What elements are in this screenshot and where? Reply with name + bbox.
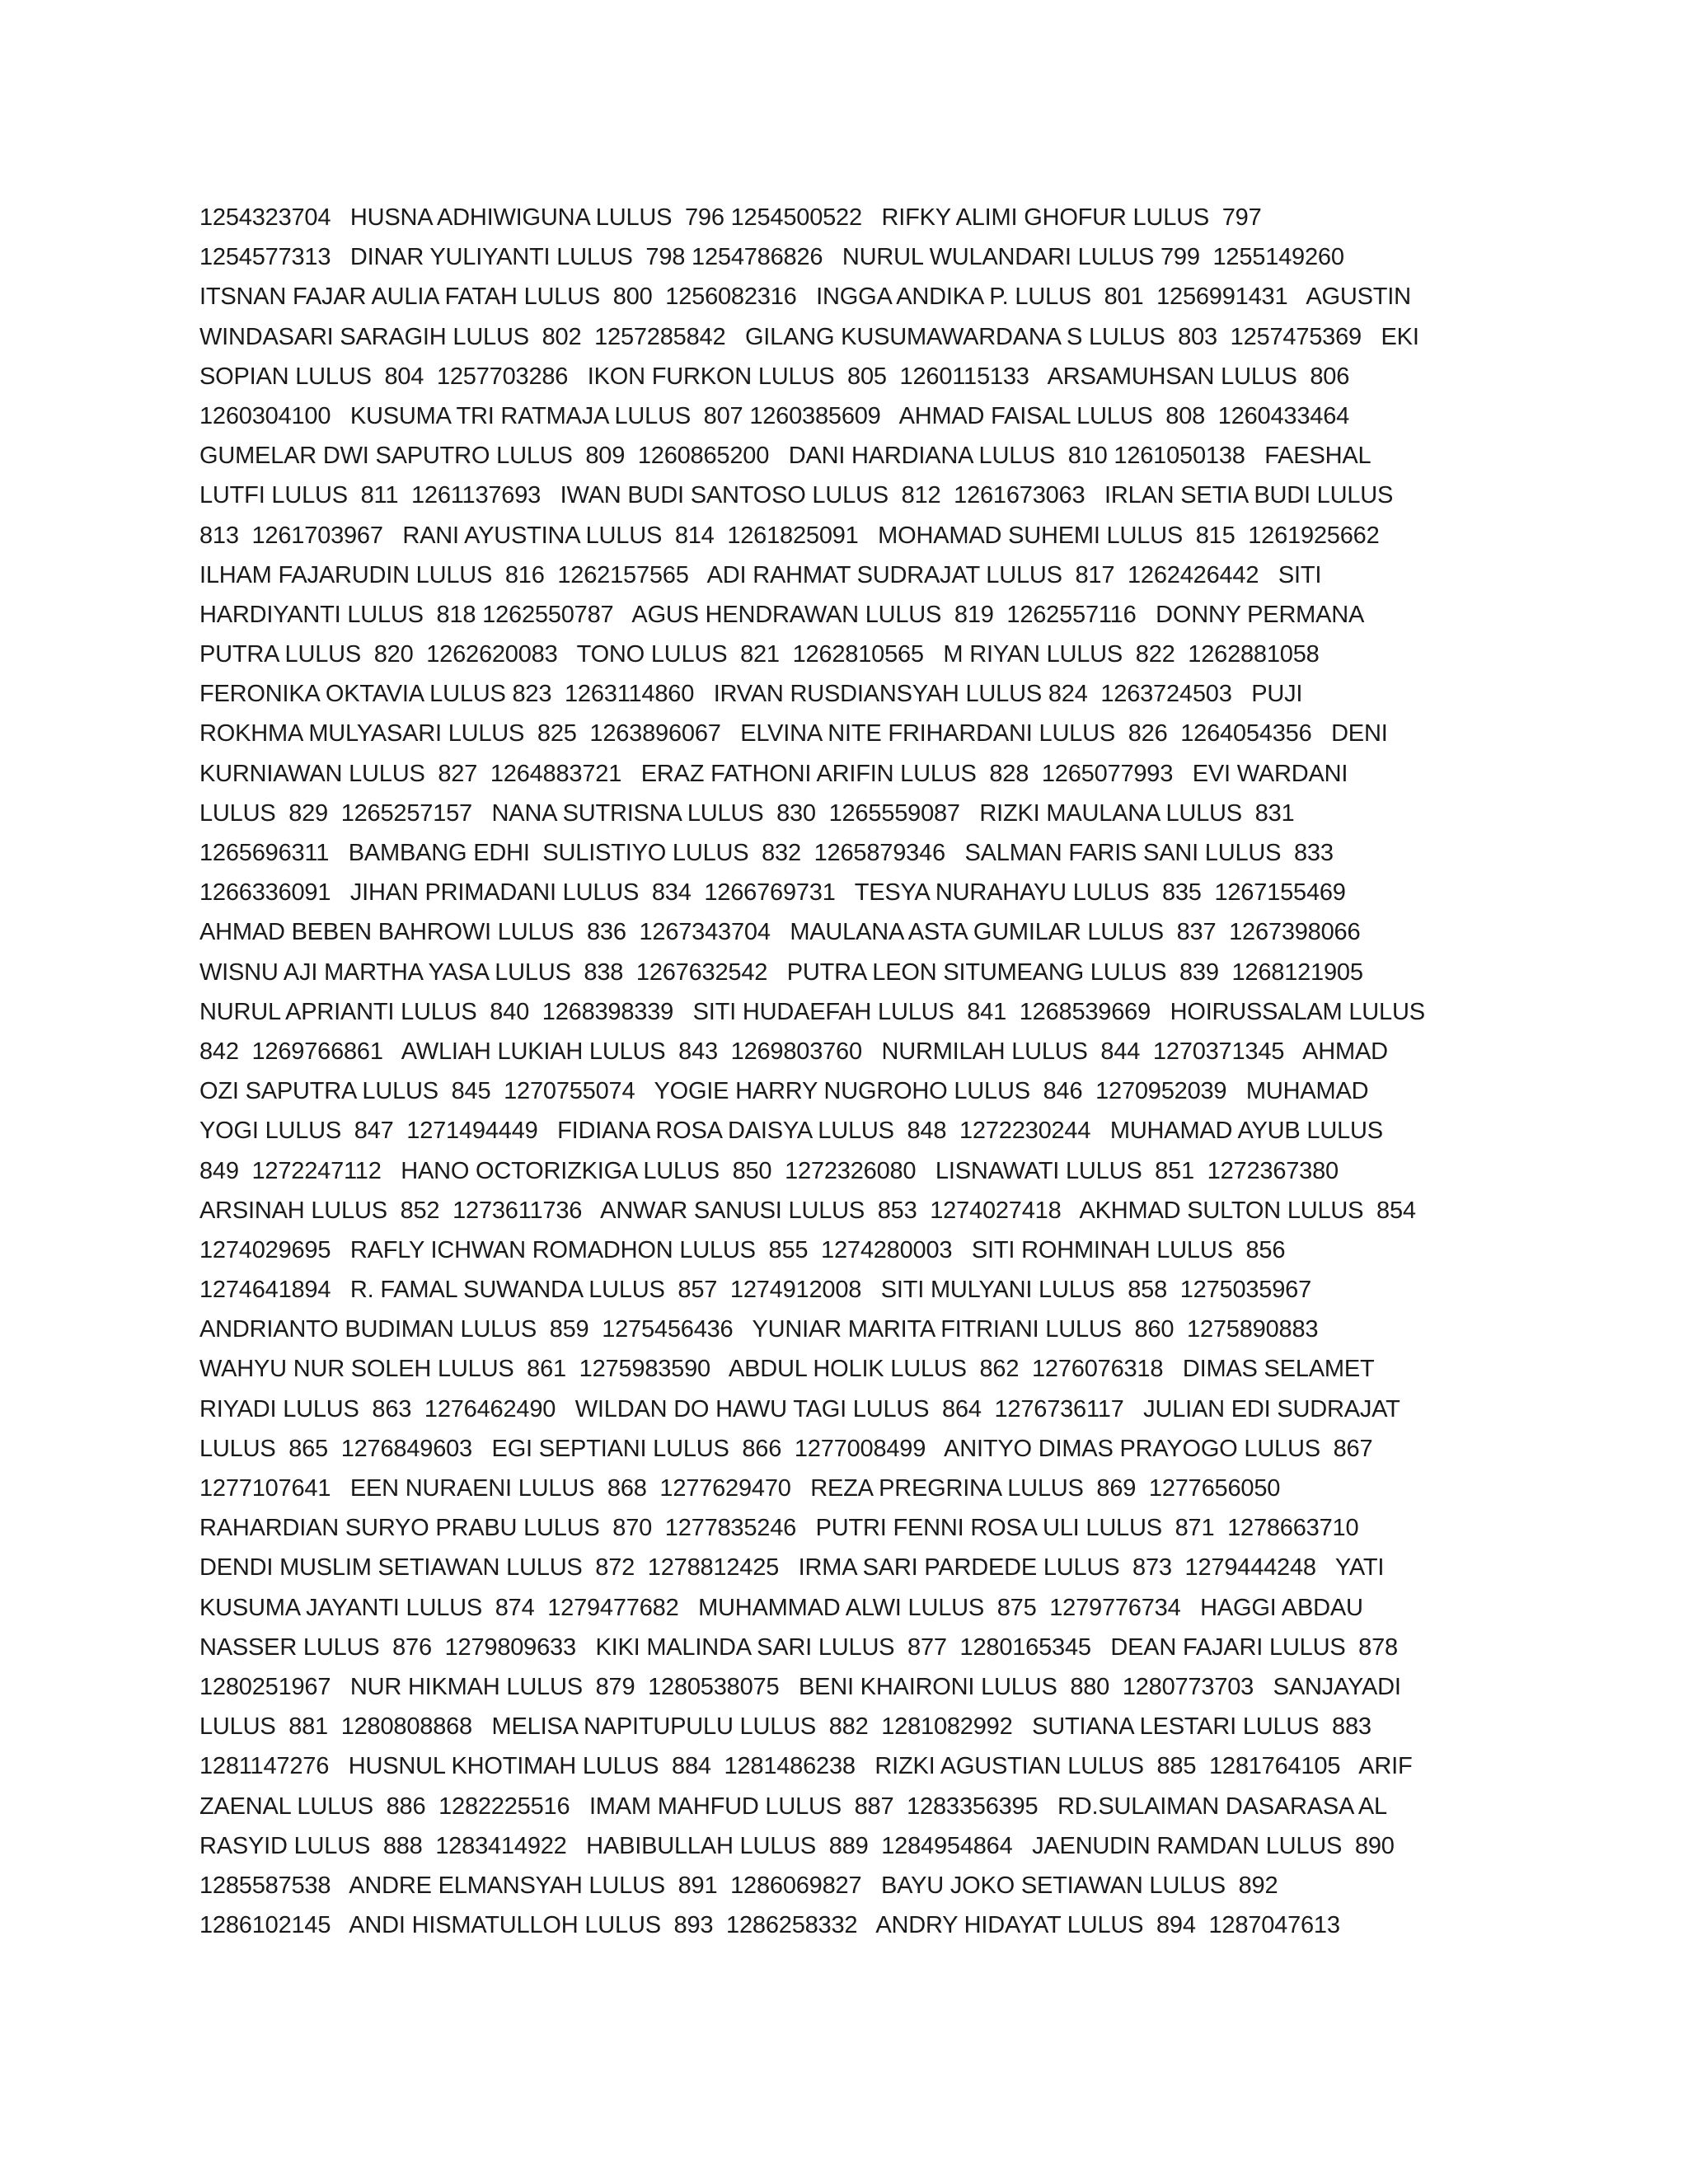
text-line: 1285587538 ANDRE ELMANSYAH LULUS 891 1286069827 BAYU JOKO SETIAWAN LULUS 892 [199, 1872, 1278, 1899]
text-line: DENDI MUSLIM SETIAWAN LULUS 872 1278812425 IRMA SARI PARDEDE LULUS 873 1279444248 YATI [199, 1554, 1385, 1582]
text-line: 1286102145 ANDI HISMATULLOH LULUS 893 1286258332 ANDRY HIDAYAT LULUS 894 1287047613 [199, 1912, 1340, 1939]
text-line: LULUS 881 1280808868 MELISA NAPITUPULU LULUS 882 1281082992 SUTIANA LESTARI LULUS 883 [199, 1713, 1372, 1741]
text-line: 1265696311 BAMBANG EDHI SULISTIYO LULUS 832 1265879346 SALMAN FARIS SANI LULUS 833 [199, 840, 1334, 866]
text-line: RASYID LULUS 888 1283414922 HABIBULLAH LULUS 889 1284954864 JAENUDIN RAMDAN LULUS 890 [199, 1832, 1395, 1859]
text-line: 842 1269766861 AWLIAH LUKIAH LULUS 843 1269803760 NURMILAH LULUS 844 1270371345 AHMAD [199, 1038, 1388, 1065]
document-body [199, 198, 1502, 1945]
text-line: WAHYU NUR SOLEH LULUS 861 1275983590 ABDUL HOLIK LULUS 862 1276076318 DIMAS SELAMET [199, 1356, 1375, 1383]
text-line: AHMAD BEBEN BAHROWI LULUS 836 1267343704 MAULANA ASTA GUMILAR LULUS 837 1267398066 [199, 919, 1361, 946]
text-line: 1274641894 R. FAMAL SUWANDA LULUS 857 1274912008 SITI MULYANI LULUS 858 1275035967 [199, 1277, 1312, 1304]
text-line: FERONIKA OKTAVIA LULUS 823 1263114860 IRVAN RUSDIANSYAH LULUS 824 1263724503 PUJI [199, 681, 1303, 708]
text-line: HARDIYANTI LULUS 818 1262550787 AGUS HENDRAWAN LULUS 819 1262557116 DONNY PERMANA [199, 601, 1365, 628]
text-line: RIYADI LULUS 863 1276462490 WILDAN DO HAWU TAGI LULUS 864 1276736117 JULIAN EDI SUDRAJAT [199, 1395, 1400, 1422]
text-line: WISNU AJI MARTHA YASA LULUS 838 1267632542 PUTRA LEON SITUMEANG LULUS 839 1268121905 [199, 958, 1363, 986]
text-line: ITSNAN FAJAR AULIA FATAH LULUS 800 1256082316 INGGA ANDIKA P. LULUS 801 1256991431 AGUSTIN [199, 284, 1411, 311]
text-line: OZI SAPUTRA LULUS 845 1270755074 YOGIE HARRY NUGROHO LULUS 846 1270952039 MUHAMAD [199, 1078, 1369, 1105]
text-line: 1280251967 NUR HIKMAH LULUS 879 1280538075 BENI KHAIRONI LULUS 880 1280773703 SANJAYADI [199, 1673, 1401, 1700]
text-line: ZAENAL LULUS 886 1282225516 IMAM MAHFUD LULUS 887 1283356395 RD.SULAIMAN DASARASA AL [199, 1793, 1387, 1820]
text-line: RAHARDIAN SURYO PRABU LULUS 870 1277835246 PUTRI FENNI ROSA ULI LULUS 871 1278663710 [199, 1515, 1359, 1542]
text-line: KUSUMA JAYANTI LULUS 874 1279477682 MUHAMMAD ALWI LULUS 875 1279776734 HAGGI ABDAU [199, 1594, 1363, 1621]
text-line: 849 1272247112 HANO OCTORIZKIGA LULUS 850 1272326080 LISNAWATI LULUS 851 1272367380 [199, 1157, 1339, 1184]
text-line: KURNIAWAN LULUS 827 1264883721 ERAZ FATHONI ARIFIN LULUS 828 1265077993 EVI WARDANI [199, 760, 1348, 787]
text-line: 1254577313 DINAR YULIYANTI LULUS 798 1254786826 NURUL WULANDARI LULUS 799 1255149260 [199, 244, 1344, 271]
text-line: ANDRIANTO BUDIMAN LULUS 859 1275456436 YUNIAR MARITA FITRIANI LULUS 860 1275890883 [199, 1316, 1319, 1343]
text-line: 1277107641 EEN NURAENI LULUS 868 1277629470 REZA PREGRINA LULUS 869 1277656050 [199, 1475, 1281, 1502]
text-line: LUTFI LULUS 811 1261137693 IWAN BUDI SANTOSO LULUS 812 1261673063 IRLAN SETIA BUDI LULUS [199, 482, 1394, 509]
text-line: ROKHMA MULYASARI LULUS 825 1263896067 ELVINA NITE FRIHARDANI LULUS 826 1264054356 DENI [199, 720, 1388, 748]
text-line: PUTRA LULUS 820 1262620083 TONO LULUS 821 1262810565 M RIYAN LULUS 822 1262881058 [199, 641, 1320, 668]
text-line: 1281147276 HUSNUL KHOTIMAH LULUS 884 1281486238 RIZKI AGUSTIAN LULUS 885 1281764105 ARIF [199, 1753, 1413, 1780]
text-line: NASSER LULUS 876 1279809633 KIKI MALINDA SARI LULUS 877 1280165345 DEAN FAJARI LULUS 878 [199, 1633, 1398, 1661]
text-line: 813 1261703967 RANI AYUSTINA LULUS 814 1261825091 MOHAMAD SUHEMI LULUS 815 1261925662 [199, 522, 1380, 549]
text-line: LULUS 865 1276849603 EGI SEPTIANI LULUS 866 1277008499 ANITYO DIMAS PRAYOGO LULUS 867 [199, 1435, 1373, 1462]
text-line: 1260304100 KUSUMA TRI RATMAJA LULUS 807 1260385609 AHMAD FAISAL LULUS 808 1260433464 [199, 402, 1350, 429]
text-line: 1254323704 HUSNA ADHIWIGUNA LULUS 796 1254500522 RIFKY ALIMI GHOFUR LULUS 797 [199, 204, 1262, 231]
text-line: 1274029695 RAFLY ICHWAN ROMADHON LULUS 855 1274280003 SITI ROHMINAH LULUS 856 [199, 1236, 1286, 1263]
text-line: WINDASARI SARAGIH LULUS 802 1257285842 GILANG KUSUMAWARDANA S LULUS 803 1257475369 EKI [199, 323, 1419, 350]
text-line: NURUL APRIANTI LULUS 840 1268398339 SITI HUDAEFAH LULUS 841 1268539669 HOIRUSSALAM LULUS [199, 998, 1425, 1025]
text-line: 1266336091 JIHAN PRIMADANI LULUS 834 1266769731 TESYA NURAHAYU LULUS 835 1267155469 [199, 879, 1346, 907]
text-line: SOPIAN LULUS 804 1257703286 IKON FURKON LULUS 805 1260115133 ARSAMUHSAN LULUS 806 [199, 363, 1350, 390]
text-line: ILHAM FAJARUDIN LULUS 816 1262157565 ADI RAHMAT SUDRAJAT LULUS 817 1262426442 SITI [199, 561, 1322, 588]
text-line: GUMELAR DWI SAPUTRO LULUS 809 1260865200 DANI HARDIANA LULUS 810 1261050138 FAESHAL [199, 443, 1372, 470]
text-line: ARSINAH LULUS 852 1273611736 ANWAR SANUSI LULUS 853 1274027418 AKHMAD SULTON LULUS 854 [199, 1197, 1416, 1224]
text-line: LULUS 829 1265257157 NANA SUTRISNA LULUS 830 1265559087 RIZKI MAULANA LULUS 831 [199, 799, 1295, 827]
text-line: YOGI LULUS 847 1271494449 FIDIANA ROSA DAISYA LULUS 848 1272230244 MUHAMAD AYUB LULUS [199, 1118, 1383, 1145]
